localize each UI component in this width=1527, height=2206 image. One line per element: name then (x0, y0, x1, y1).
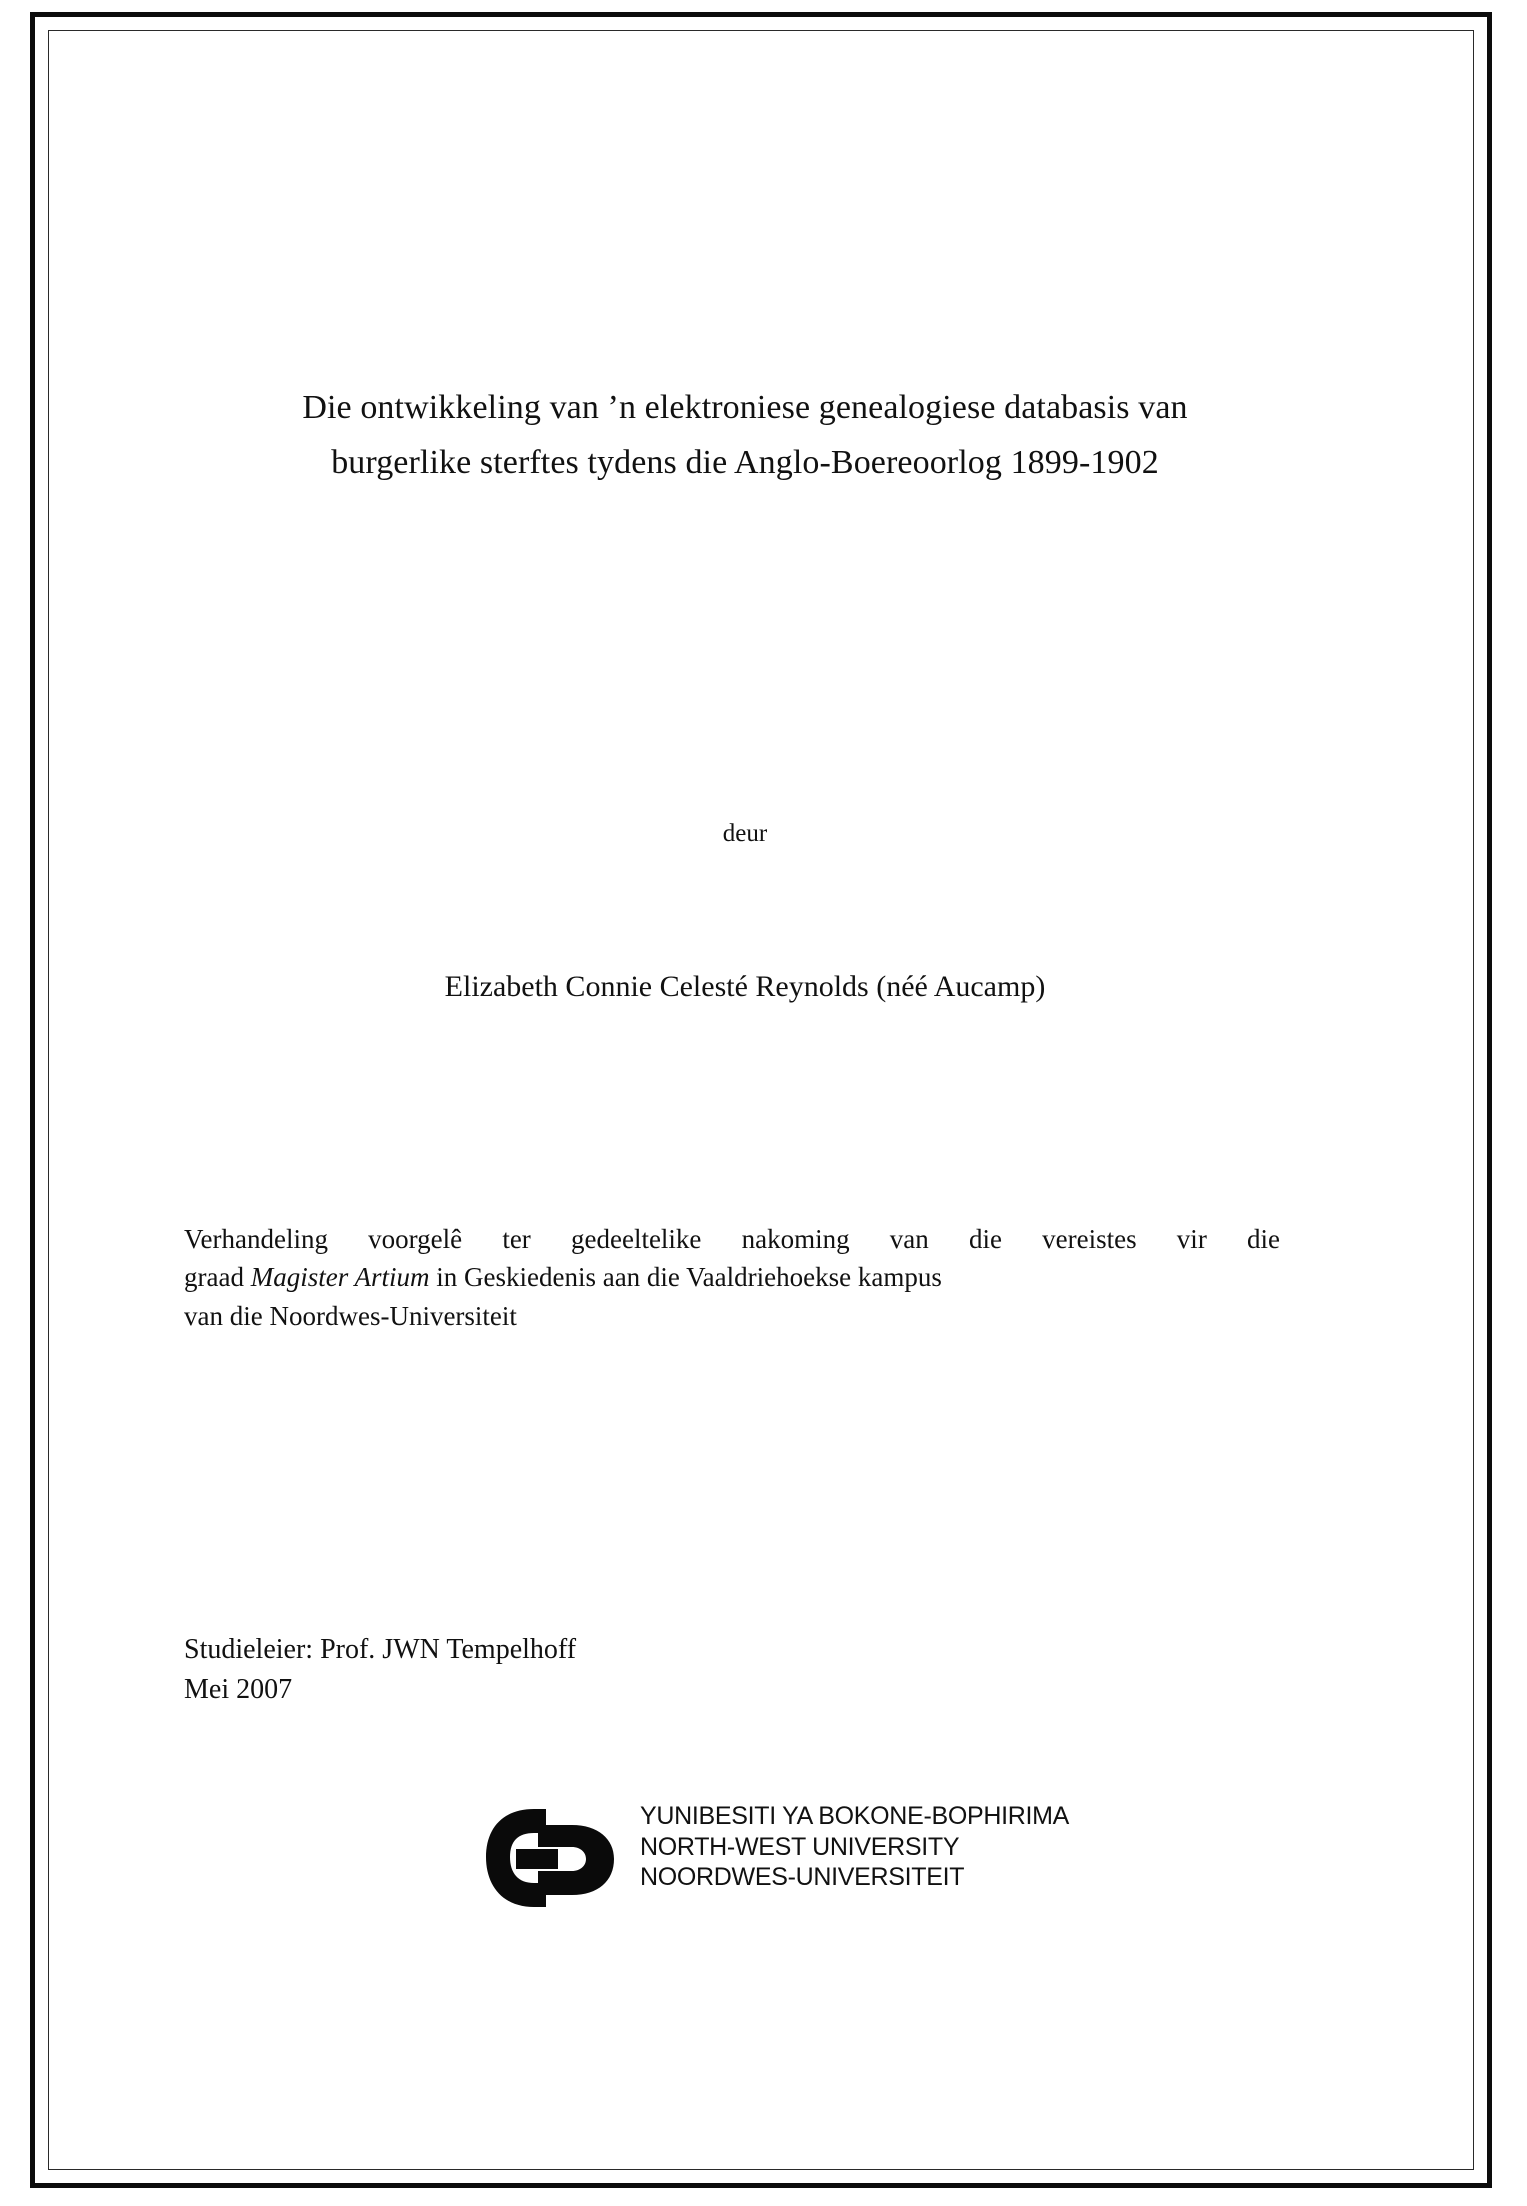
page-content (120, 60, 1370, 2120)
document-title (180, 380, 1310, 490)
statement-line-2-suffix: in Geskiedenis aan die Vaaldriehoekse kampus (429, 1262, 942, 1293)
title-line-1: Die ontwikkeling van ’n elektroniese genealogiese databasis van (302, 389, 1188, 426)
supervisor-name: Studieleier: Prof. JWN Tempelhoff (184, 1634, 577, 1665)
statement-line-2 (184, 1258, 1280, 1296)
byline-label: deur (722, 820, 768, 847)
degree-name: Magister Artium (250, 1262, 430, 1293)
author-name: Elizabeth Connie Celesté Reynolds (néé Aucamp) (444, 970, 1046, 1003)
statement-line-3: van die Noordwes-Universiteit (184, 1300, 517, 1331)
submission-date: Mei 2007 (184, 1673, 293, 1705)
logo-text-line-2: NORTH-WEST UNIVERSITY (640, 1832, 960, 1861)
statement-line-1: Verhandeling voorgelê ter gedeeltelike nakoming van die vereistes vir die (184, 1224, 1280, 1254)
title-line-2: burgerlike sterftes tydens die Anglo-Boereoorlog 1899-1902 (331, 444, 1159, 482)
logo-text-line-1: YUNIBESITI YA BOKONE-BOPHIRIMA (640, 1802, 1070, 1830)
logo-text-block (640, 1801, 1069, 1893)
university-logo (450, 1795, 1150, 1925)
degree-statement (184, 1220, 1280, 1335)
logo-text-line-3: NOORDWES-UNIVERSITEIT (640, 1863, 965, 1891)
supervisor-block (184, 1630, 1184, 1710)
nwu-logo-mark-icon (480, 1803, 630, 1913)
statement-line-2-prefix: graad (184, 1262, 251, 1293)
